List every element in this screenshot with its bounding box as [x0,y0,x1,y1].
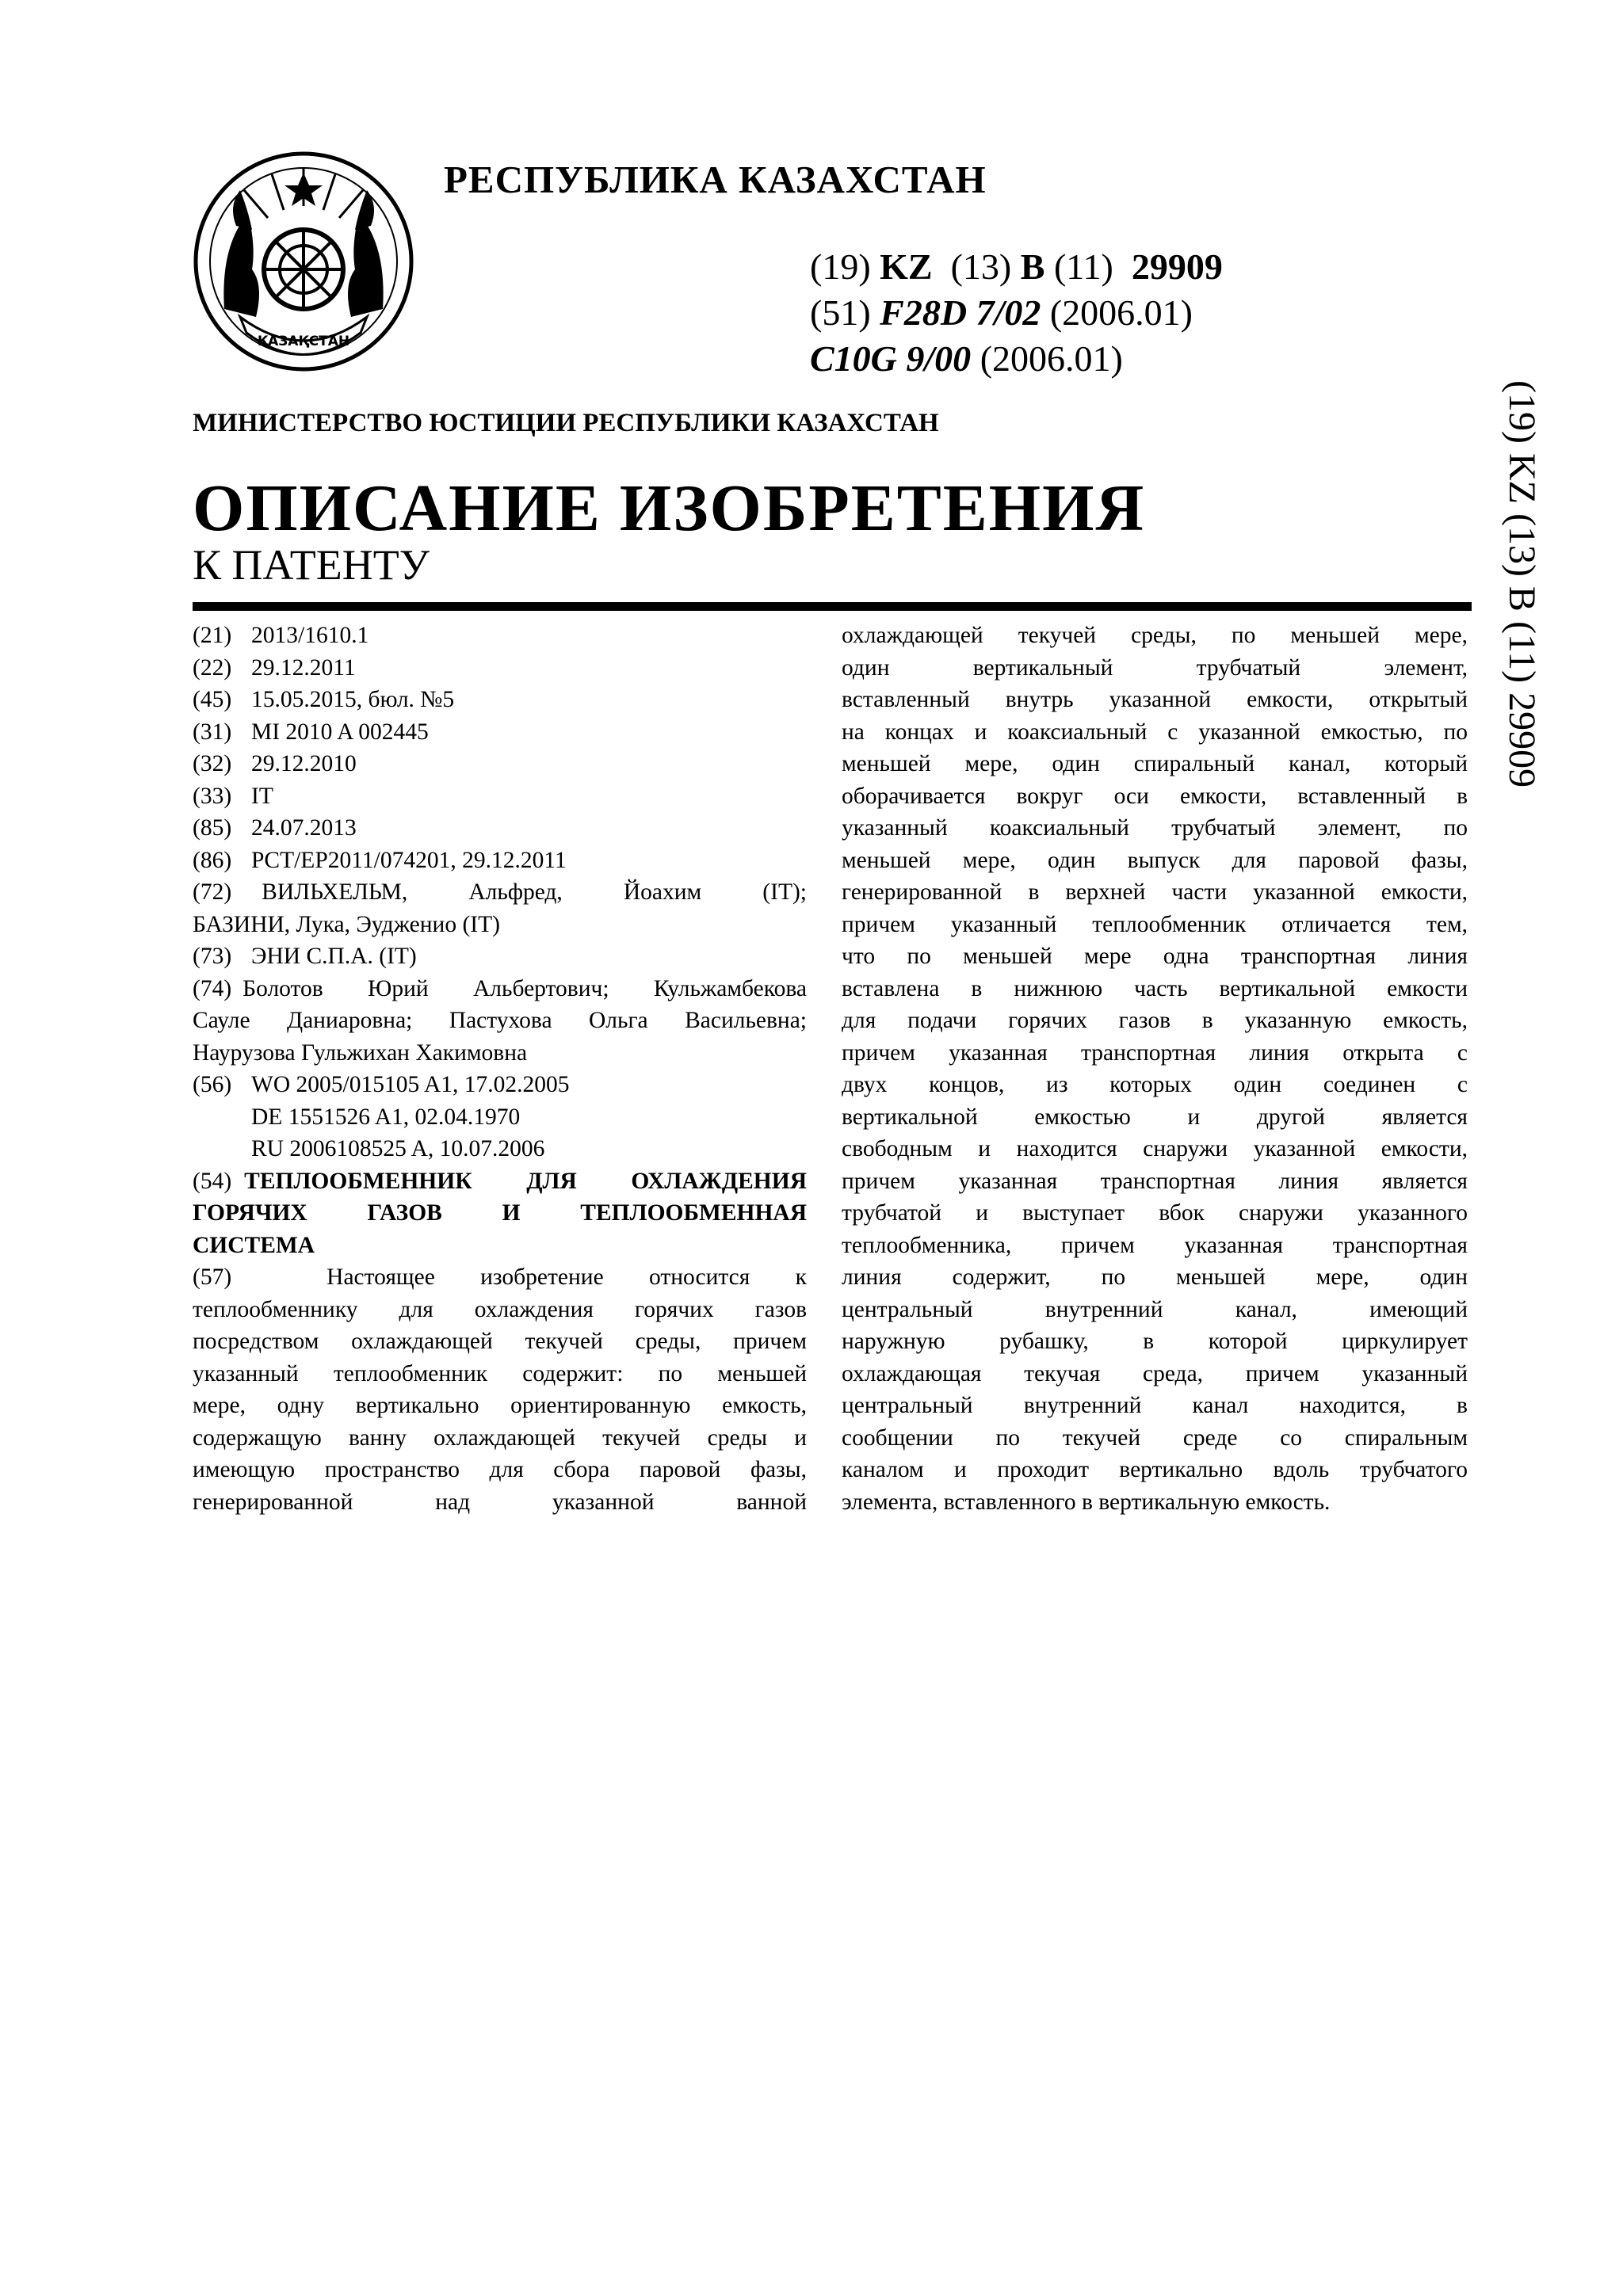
side-patent-code [1490,380,1553,1109]
inventors-line-1-text: ВИЛЬХЕЛЬМ, Альфред, Йоахим (IT); [262,879,807,905]
references [193,1069,807,1165]
inid-57: (57) [193,1264,232,1290]
code-line-2 [810,290,1223,336]
attorneys [193,973,807,1070]
ipc-class-2: C10G 9/00 [810,338,972,379]
invention-title-line-3: СИСТЕМА [193,1232,315,1258]
left-column [193,620,807,1518]
abstract-line: один вертикальный трубчатый элемент, [842,654,1468,681]
inventors-line-1 [193,876,807,909]
abstract-right [842,620,1468,1518]
emblem-icon [193,151,414,372]
document-title: ОПИСАНИЕ ИЗОБРЕТЕНИЯ [193,471,1146,545]
abstract-line: указанный коаксиальный трубчатый элемент, по [842,815,1468,841]
abstract-line: сообщении по текучей среде со спиральным [842,1425,1468,1451]
republic-heading: РЕСПУБЛИКА КАЗАХСТАН [444,158,987,201]
reference-row-3 [193,1133,807,1165]
abstract-line: вертикальной емкостью и другой является [842,1104,1468,1130]
abstract-line: причем указанный теплообменник отличается тем, [842,911,1468,937]
abstract-line: линия содержит, по меньшей мере, один [842,1264,1468,1290]
biblio-row [193,845,807,877]
biblio-row [193,716,807,749]
side-patent-code-text: (19) KZ (13) B (11) 29909 [1501,380,1543,788]
abstract-line: вставленный внутрь указанной емкости, открытый [842,687,1468,712]
biblio-code: (85) [193,815,232,841]
abstract-line: причем указанная транспортная линия является [842,1168,1468,1194]
inid-11: (11) [1053,246,1113,287]
abstract-line: теплообменнику для охлаждения горячих газов [193,1296,807,1322]
biblio-code: (86) [193,847,232,873]
abstract-line: на концах и коаксиальный с указанной емкостью, по [842,719,1468,745]
biblio-code: (45) [193,687,232,712]
reference-item: WO 2005/015105 A1, 17.02.2005 [251,1072,570,1097]
reference-item: RU 2006108525 A, 10.07.2006 [251,1136,545,1161]
invention-title-line-2: ГОРЯЧИХ ГАЗОВ И ТЕПЛООБМЕННАЯ [193,1200,807,1226]
abstract-line: центральный внутренний канал, имеющий [842,1296,1468,1322]
patent-number: 29909 [1131,246,1223,287]
biblio-code: (31) [193,719,232,745]
abstract-line: двух концов, из которых один соединен с [842,1072,1468,1097]
biblio-row [193,812,807,845]
abstract-left [193,1261,807,1518]
abstract-line: теплообменника, причем указанная транспортная [842,1232,1468,1258]
kind-code: B [1020,246,1045,287]
abstract-line: каналом и проходит вертикально вдоль трубчатого [842,1457,1468,1482]
ipc-version-1: (2006.01) [1049,292,1193,333]
abstract-left-rest [193,1294,807,1519]
state-emblem [193,151,414,372]
biblio-value: 2013/1610.1 [251,623,369,648]
ipc-version-2: (2006.01) [980,338,1123,379]
inid-73: (73) [193,944,232,969]
biblio-value: PCT/EP2011/074201, 29.12.2011 [251,847,567,873]
inventors-line-2: БАЗИНИ, Лука, Эудженио (IT) [193,911,500,937]
inid-13: (13) [950,246,1012,287]
inid-54: (54) [193,1168,232,1194]
reference-row-1 [193,1069,807,1101]
invention-title-line-1 [193,1165,807,1198]
biblio-value: 24.07.2013 [251,815,357,841]
abstract-line: вставлена в нижнюю часть вертикальной емкости [842,975,1468,1001]
abstract-line: генерированной в верхней части указанной емкости, [842,879,1468,905]
code-line-1 [810,244,1223,290]
abstract-line: элемента, вставленного в вертикальную емкость. [842,1489,1331,1515]
inid-51: (51) [810,292,871,333]
biblio-row [193,748,807,780]
biblio-code: (32) [193,751,232,776]
abstract-line: содержащую ванну охлаждающей текучей среды и [193,1425,807,1451]
attorneys-line-3: Наурузова Гульжихан Хакимовна [193,1039,528,1066]
inid-56: (56) [193,1072,232,1097]
biblio-code: (22) [193,654,232,681]
inid-74: (74) [193,975,232,1001]
biblio-code: (33) [193,783,232,809]
abstract-line: наружную рубашку, в которой циркулирует [842,1329,1468,1354]
ministry-heading: МИНИСТЕРСТВО ЮСТИЦИИ РЕСПУБЛИКИ КАЗАХСТАН [193,409,939,437]
abstract-line: для подачи горячих газов в указанную емкость, [842,1008,1468,1033]
abstract-line: причем указанная транспортная линия открыта с [842,1039,1468,1066]
attorneys-line-1 [193,973,807,1005]
owner [193,940,807,973]
abstract-line: охлаждающая текучая среда, причем указанный [842,1360,1468,1386]
biblio-value: MI 2010 A 002445 [251,719,429,745]
abstract-line: меньшей мере, один спиральный канал, который [842,751,1468,776]
code-line-3 [810,336,1223,382]
abstract-line: указанный теплообменник содержит: по меньшей [193,1360,807,1386]
invention-title [193,1165,807,1262]
abstract-line: меньшей мере, один выпуск для паровой фазы, [842,847,1468,873]
biblio-value: 29.12.2010 [251,751,357,776]
country-code: KZ [880,246,933,287]
document-subtitle: К ПАТЕНТУ [193,541,430,589]
biblio-code: (21) [193,623,232,648]
biblio-value: IT [251,783,273,809]
abstract-line: центральный внутренний канал находится, в [842,1393,1468,1418]
inid-19: (19) [810,246,871,287]
abstract-line: генерированной над указанной ванной [193,1489,807,1515]
right-column [842,620,1468,1518]
attorneys-line-2: Сауле Даниаровна; Пастухова Ольга Васильевна; [193,1008,807,1033]
abstract-line: Настоящее изобретение относится к [327,1264,807,1290]
abstract-line: что по меньшей мере одна транспортная линия [842,944,1468,969]
biblio-row [193,620,807,652]
attorneys-line-1-text: Болотов Юрий Альбертович; Кульжамбекова [242,975,807,1001]
ipc-class-1: F28D 7/02 [880,292,1041,333]
biblio-row [193,684,807,716]
abstract-line: оборачивается вокруг оси емкости, вставленный в [842,783,1468,809]
biblio-value: 29.12.2011 [251,654,356,681]
inid-72: (72) [193,879,232,905]
patent-codes [810,244,1223,382]
reference-row-2 [193,1101,807,1134]
biblio-list [193,620,807,876]
biblio-row [193,652,807,685]
biblio-value: 15.05.2015, бюл. №5 [251,687,455,712]
header-divider [193,602,1472,611]
abstract-line: мере, одну вертикально ориентированную емкость, [193,1393,807,1418]
abstract-line: трубчатой и выступает вбок снаружи указанного [842,1200,1468,1226]
owner-value: ЭНИ С.П.А. (IT) [251,944,417,969]
abstract-line: охлаждающей текучей среды, по меньшей мере, [842,623,1468,648]
reference-item: DE 1551526 A1, 02.04.1970 [251,1104,521,1130]
inventors [193,876,807,940]
abstract-line: имеющую пространство для сбора паровой фазы, [193,1457,807,1482]
abstract-line: посредством охлаждающей текучей среды, причем [193,1329,807,1354]
abstract-line: свободным и находится снаружи указанной емкости, [842,1136,1468,1161]
emblem-ribbon-text: ҚАЗАҚСТАН [257,334,350,349]
biblio-row [193,780,807,813]
invention-title-line-1-text: ТЕПЛООБМЕННИК ДЛЯ ОХЛАЖДЕНИЯ [244,1168,807,1194]
abstract-line-first [193,1261,807,1294]
